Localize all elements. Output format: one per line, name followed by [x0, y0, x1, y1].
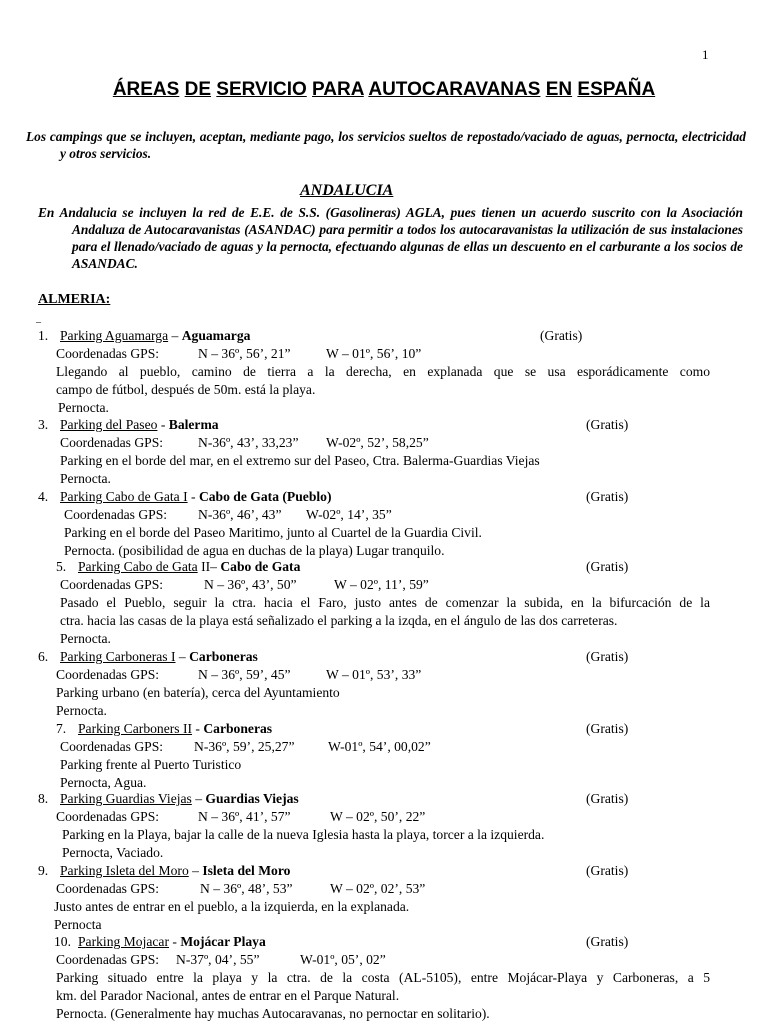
region-intro: En Andalucia se incluyen la red de E.E. de S.S. (Gasolineras) AGLA, pues tienen un acuerdo suscrito con la Asociación Andaluza de Autocaravanistas (ASANDAC) para permitir a todos los autocaravanistas la utilización de sus instalaciones para el llenado/vaciado de aguas y la pernocta, efectuando algunas de ellas un descuento en el carburante a los socios de ASANDAC. — [38, 205, 743, 271]
description-line: Parking urbano (en batería), cerca del Ayuntamiento — [56, 685, 340, 700]
gps-longitude: W – 02º, 11’, 59” — [334, 577, 429, 592]
gps-longitude: W – 01º, 53’, 33” — [326, 667, 422, 682]
gps-label: Coordenadas GPS: — [60, 739, 164, 754]
notes-line: Pernocta, Agua. — [60, 775, 147, 790]
place-name: Aguamarga — [181, 328, 251, 343]
price-label: (Gratis) — [586, 721, 629, 736]
entry-number: 1. — [38, 328, 49, 343]
title-word: AUTOCARAVANAS — [368, 79, 541, 100]
title-word: PARA — [312, 79, 364, 100]
entry-number: 6. — [38, 649, 49, 664]
description-line: ctra. hacia las casas de la playa está señalizado el parking a la izqda, en el ángulo de las dos carreteras. — [60, 613, 618, 628]
entry-number: 10. — [54, 934, 71, 949]
parking-name: Parking Aguamarga — [60, 328, 169, 343]
notes-line: Pernocta. — [58, 400, 109, 415]
parking-name: Parking Cabo de Gata — [78, 559, 198, 574]
entry-number: 3. — [38, 417, 49, 432]
price-label: (Gratis) — [586, 863, 629, 878]
notes-line: Pernocta. — [60, 631, 111, 646]
entry-number: 7. — [56, 721, 67, 736]
price-label: (Gratis) — [586, 649, 629, 664]
separator: – — [188, 863, 203, 878]
entry-heading — [38, 416, 219, 434]
entry-heading — [38, 862, 290, 880]
description-line: km. del Parador Nacional, antes de entrar en el Parque Natural. — [56, 988, 400, 1003]
parking-name: Parking Carboners II — [78, 721, 193, 736]
separator: - — [168, 934, 181, 949]
gps-label: Coordenadas GPS: — [56, 881, 160, 896]
entry-heading — [38, 790, 299, 808]
place-name: Balerma — [168, 417, 219, 432]
entry-number: 8. — [38, 791, 49, 806]
page-title — [0, 79, 768, 101]
price-label: (Gratis) — [586, 489, 629, 504]
gps-label: Coordenadas GPS: — [64, 507, 168, 522]
place-name: Cabo de Gata (Pueblo) — [198, 489, 332, 504]
gps-label: Coordenadas GPS: — [56, 346, 160, 361]
separator: - — [157, 417, 169, 432]
parking-name: Parking Carboneras I — [60, 649, 176, 664]
notes-line: Pernocta. (Generalmente hay muchas Autocaravanas, no pernoctar en solitario). — [56, 1006, 490, 1021]
gps-latitude: N-37º, 04’, 55” — [176, 952, 260, 967]
description-line: Parking en el borde del mar, en el extremo sur del Paseo, Ctra. Balerma-Guardias Viejas — [60, 453, 540, 468]
gps-latitude: N – 36º, 56’, 21” — [198, 346, 291, 361]
parking-name: Parking Mojacar — [78, 934, 169, 949]
title-word: ÁREAS — [112, 79, 180, 100]
title-word: EN — [545, 79, 573, 100]
gps-label: Coordenadas GPS: — [56, 667, 160, 682]
place-name: Cabo de Gata — [220, 559, 301, 574]
description-line: Pasado el Pueblo, seguir la ctra. hacia el Faro, justo antes de comenzar la subida, en la bifurcación de la — [60, 595, 710, 610]
text-cursor-mark: _ — [36, 313, 41, 324]
price-label: (Gratis) — [586, 791, 629, 806]
separator: – — [175, 649, 190, 664]
page-number: 1 — [702, 47, 709, 62]
gps-label: Coordenadas GPS: — [56, 809, 160, 824]
gps-longitude: W-01º, 54’, 00,02” — [328, 739, 431, 754]
notes-line: Pernocta. — [60, 471, 111, 486]
region-heading-wrap — [300, 182, 393, 200]
gps-latitude: N-36º, 46’, 43” — [198, 507, 282, 522]
place-name: Isleta del Moro — [202, 863, 291, 878]
price-label: (Gratis) — [540, 328, 583, 343]
gps-longitude: W – 02º, 50’, 22” — [330, 809, 426, 824]
price-label: (Gratis) — [586, 417, 629, 432]
description-line: Parking en la Playa, bajar la calle de la nueva Iglesia hasta la playa, torcer a la izquierda. — [62, 827, 545, 842]
price-label: (Gratis) — [586, 559, 629, 574]
notes-line: Pernocta. — [56, 703, 107, 718]
entry-heading — [54, 933, 266, 951]
description-line: Parking situado entre la playa y la ctra. de la costa (AL-5105), entre Mojácar-Playa y Carboneras, a 5 — [56, 970, 710, 985]
entry-heading — [56, 720, 272, 738]
entry-number: 5. — [56, 559, 67, 574]
description-line: Justo antes de entrar en el pueblo, a la izquierda, en la explanada. — [54, 899, 410, 914]
gps-latitude: N-36º, 59’, 25,27” — [194, 739, 295, 754]
gps-longitude: W-02º, 14’, 35” — [306, 507, 392, 522]
gps-label: Coordenadas GPS: — [56, 952, 160, 967]
entry-heading — [38, 327, 250, 345]
gps-longitude: W – 02º, 02’, 53” — [330, 881, 426, 896]
place-name: Guardias Viejas — [205, 791, 299, 806]
price-label: (Gratis) — [586, 934, 629, 949]
notes-line: Pernocta, Vaciado. — [62, 845, 164, 860]
place-name: Carboneras — [189, 649, 258, 664]
parking-name: Parking Cabo de Gata I — [60, 489, 188, 504]
title-word: SERVICIO — [216, 79, 307, 100]
description-line: Llegando al pueblo, camino de tierra a la derecha, en explanada que se usa esporádicamente como — [56, 364, 710, 379]
gps-longitude: W-01º, 05’, 02” — [300, 952, 386, 967]
title-word: DE — [184, 79, 212, 100]
separator: - — [187, 489, 199, 504]
gps-longitude: W-02º, 52’, 58,25” — [326, 435, 429, 450]
place-name: Carboneras — [203, 721, 273, 736]
entry-heading — [38, 488, 331, 506]
place-name: Mojácar Playa — [180, 934, 266, 949]
entry-heading — [38, 648, 258, 666]
intro-paragraph: Los campings que se incluyen, aceptan, mediante pago, los servicios sueltos de repostado/vaciado de aguas, pernocta, electricidad y otros servicios. — [26, 129, 746, 161]
separator: – — [210, 559, 221, 574]
title-word: ESPAÑA — [577, 79, 656, 100]
gps-latitude: N – 36º, 41’, 57” — [198, 809, 291, 824]
description-line: Parking en el borde del Paseo Maritimo, junto al Cuartel de la Guardia Civil. — [64, 525, 482, 540]
separator: – — [191, 791, 206, 806]
gps-label: Coordenadas GPS: — [60, 577, 164, 592]
description-line: Parking frente al Puerto Turistico — [60, 757, 242, 772]
description-line: campo de fútbol, después de 50m. está la playa. — [56, 382, 316, 397]
gps-latitude: N – 36º, 48’, 53” — [200, 881, 293, 896]
gps-latitude: N – 36º, 43’, 50” — [204, 577, 297, 592]
separator: - — [192, 721, 204, 736]
notes-line: Pernocta — [54, 917, 102, 932]
entry-number: 9. — [38, 863, 49, 878]
gps-latitude: N-36º, 43’, 33,23” — [198, 435, 299, 450]
notes-line: Pernocta. (posibilidad de agua en duchas de la playa) Lugar tranquilo. — [64, 543, 445, 558]
parking-name-suffix: II — [197, 559, 211, 574]
province-heading: ALMERIA: — [38, 292, 111, 307]
parking-name: Parking del Paseo — [60, 417, 158, 432]
gps-longitude: W – 01º, 56’, 10” — [326, 346, 422, 361]
parking-name: Parking Guardias Viejas — [60, 791, 192, 806]
entry-number: 4. — [38, 489, 49, 504]
gps-label: Coordenadas GPS: — [60, 435, 164, 450]
entry-heading — [56, 558, 300, 576]
gps-latitude: N – 36º, 59’, 45” — [198, 667, 291, 682]
region-heading: ANDALUCIA — [300, 182, 394, 199]
separator: – — [168, 328, 182, 343]
parking-name: Parking Isleta del Moro — [60, 863, 189, 878]
